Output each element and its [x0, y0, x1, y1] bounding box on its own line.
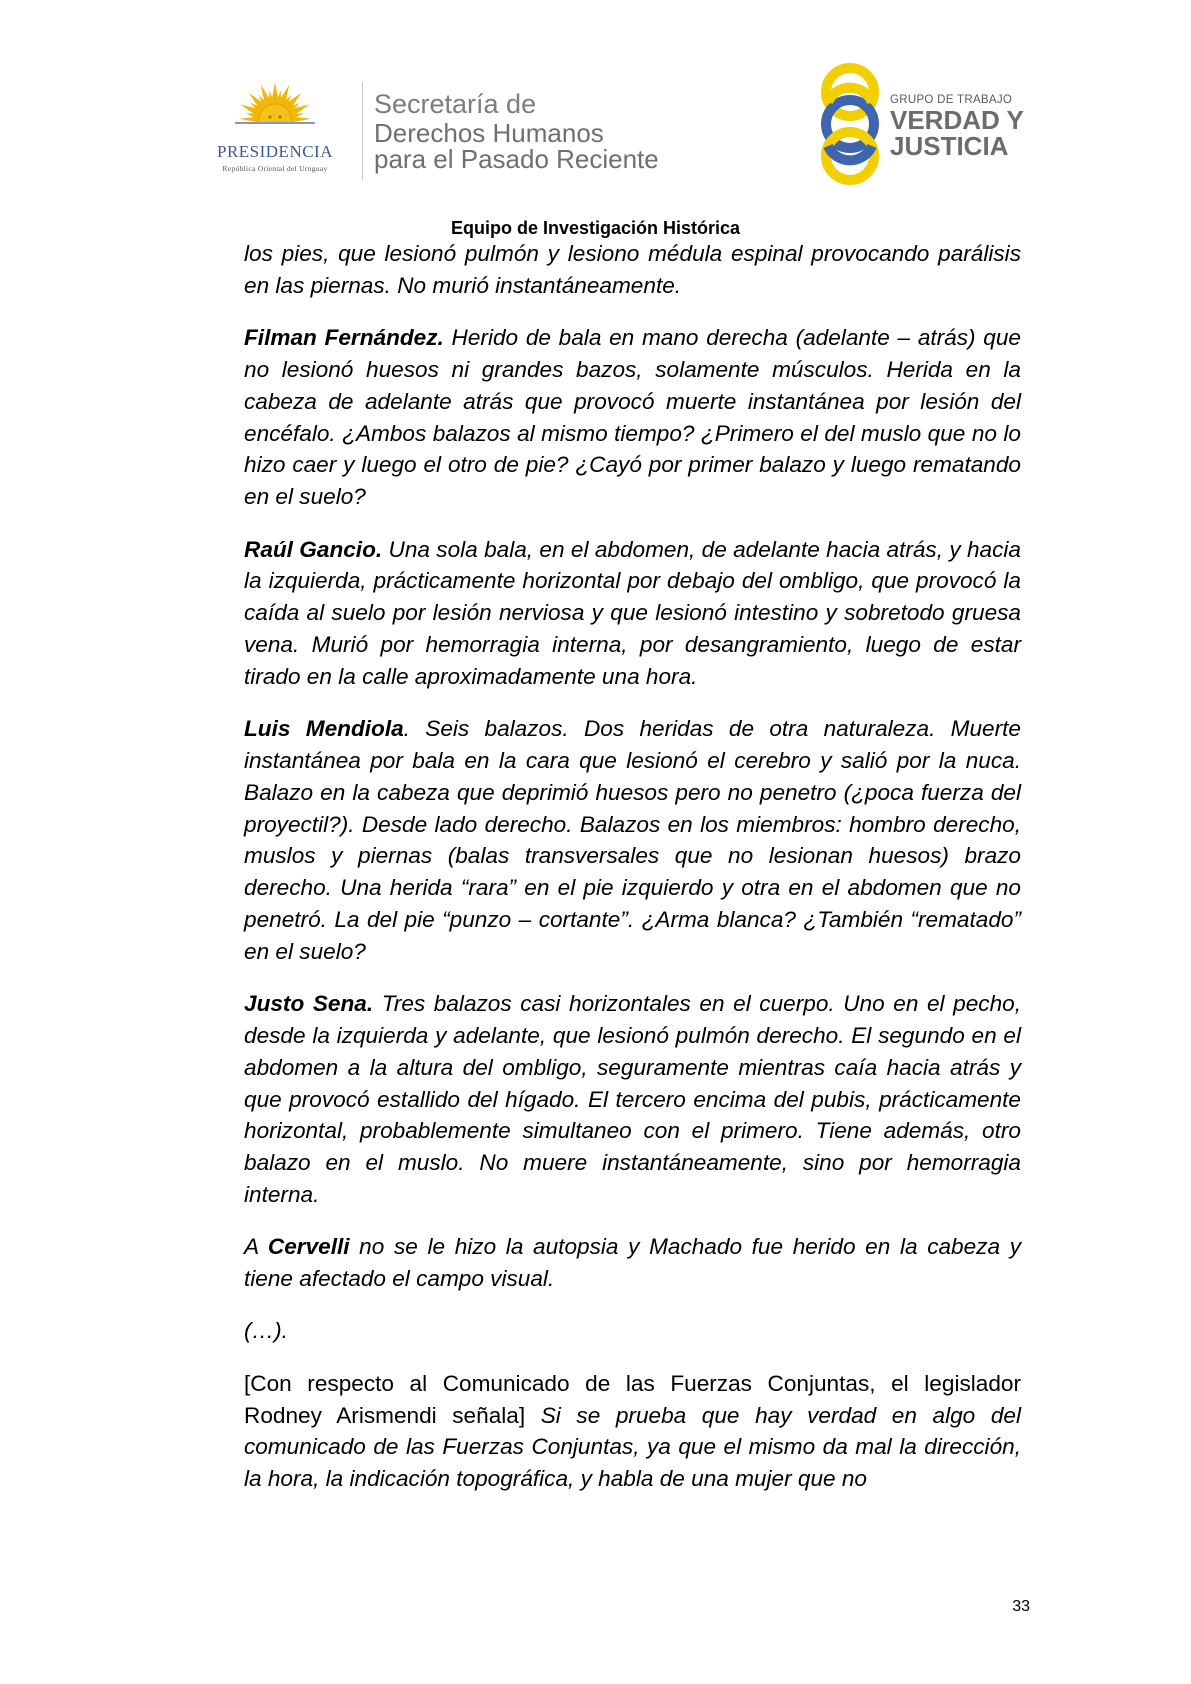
secretaria-line-1: Secretaría de: [374, 89, 537, 119]
team-title: Equipo de Investigación Histórica: [450, 218, 741, 238]
paragraph-1: [244, 238, 1021, 302]
paragraph-cervelli-text: no se le hizo la autopsia y Machado fue herido en la cabeza y tiene afectado el campo visual.: [244, 1234, 1021, 1292]
presidencia-logo: [195, 80, 355, 180]
secretaria-line-3: para el Pasado Reciente: [374, 144, 659, 174]
name-fernandez: Filman Fernández.: [244, 325, 444, 351]
grupo-trabajo-text: [890, 93, 1060, 159]
paragraph-sena: [244, 988, 1021, 1211]
name-cervelli: Cervelli: [267, 1234, 350, 1260]
paragraph-sena-text: Tres balazos casi horizontales en el cuerpo. Uno en el pecho, desde la izquierda y adelante, que lesionó pulmón derecho. El segundo en el abdomen a la altura del ombligo, seguramente mientras caía hacia atrás y que provocó estallido del hígado. El tercero encima del pubis, prácticamente horizontal, probablemente simultaneo con el primero. Tiene además, otro balazo en el muslo. No muere instantáneamente, sino por hemorragia interna.: [244, 991, 1021, 1207]
name-sena: Justo Sena.: [244, 991, 374, 1017]
paragraph-comunicado-italic: Si se prueba que hay verdad en algo del comunicado de las Fuerzas Conjuntas, ya que el mismo da mal la dirección, la hora, la indicación topográfica, y habla de una mujer que no: [244, 1402, 1021, 1492]
document-body: [244, 238, 1021, 1516]
grupo-trabajo-label: GRUPO DE TRABAJO: [890, 94, 1013, 106]
secretaria-logo-text: [374, 88, 704, 172]
paragraph-gancio-text: Una sola bala, en el abdomen, de adelante hacia atrás, y hacia la izquierda, prácticamente horizontal por debajo del ombligo, que provocó la caída al suelo por lesión nerviosa y que lesionó intestino y sobretodo gruesa vena. Murió por hemorragia interna, por desangramiento, luego de estar tirado en la calle aproximadamente una hora.: [244, 536, 1021, 689]
grupo-verdad-label: VERDAD Y: [890, 105, 1024, 135]
name-gancio: Raúl Gancio.: [244, 536, 383, 562]
secretaria-line-2: Derechos Humanos: [374, 118, 604, 148]
grupo-justicia-label: JUSTICIA: [890, 131, 1009, 161]
name-mendiola: Luis Mendiola: [244, 716, 404, 742]
paragraph-fernandez: [244, 322, 1021, 513]
paragraph-mendiola-text: . Seis balazos. Dos heridas de otra naturaleza. Muerte instantánea por bala en la cara que lesionó el cerebro y salió por la nuca. Balazo en la cabeza que deprimió huesos pero no penetro (¿poca fuerza del proyectil?). Desde lado derecho. Balazos en los miembros: hombro derecho, muslos y piernas (balas transversales que no lesionan huesos) brazo derecho. Una herida “rara” en el pie izquierdo y otra en el abdomen que no penetró. La del pie “punzo – cortante”. ¿Arma blanca? ¿También “rematado” en el suelo?: [244, 716, 1021, 964]
logo-divider: [362, 82, 363, 180]
page-header: [0, 0, 1191, 238]
page-number: 33: [1012, 1598, 1030, 1615]
paragraph-mendiola: [244, 713, 1021, 967]
ellipsis-text: (…).: [244, 1318, 288, 1344]
paragraph-gancio: [244, 534, 1021, 693]
paragraph-1-text: los pies, que lesionó pulmón y lesiono médula espinal provocando parálisis en las piernas. No murió instantáneamente.: [244, 241, 1021, 298]
paragraph-ellipsis: [244, 1315, 1021, 1347]
paragraph-fernandez-text: Herido de bala en mano derecha (adelante – atrás) que no lesionó huesos ni grandes bazos, solamente músculos. Herida en la cabeza de adelante atrás que provocó muerte instantánea por lesión del encéfalo. ¿Ambos balazos al mismo tiempo? ¿Primero el del muslo que no lo hizo caer y luego el otro de pie? ¿Cayó por primer balazo y luego rematando en el suelo?: [244, 325, 1021, 510]
presidencia-subtitle: República Oriental del Uruguay: [222, 164, 328, 173]
paragraph-cervelli: [244, 1231, 1021, 1295]
sun-emblem-icon: [235, 80, 315, 140]
paragraph-comunicado: [244, 1368, 1021, 1495]
presidencia-name: PRESIDENCIA: [216, 142, 333, 161]
paragraph-cervelli-prefix: A: [244, 1234, 268, 1260]
paragraph-comunicado-plain: [Con respecto al Comunicado de las Fuerzas Conjuntas, el legislador Rodney Arismendi señala]: [244, 1370, 1021, 1428]
linked-rings-icon: [812, 62, 888, 187]
